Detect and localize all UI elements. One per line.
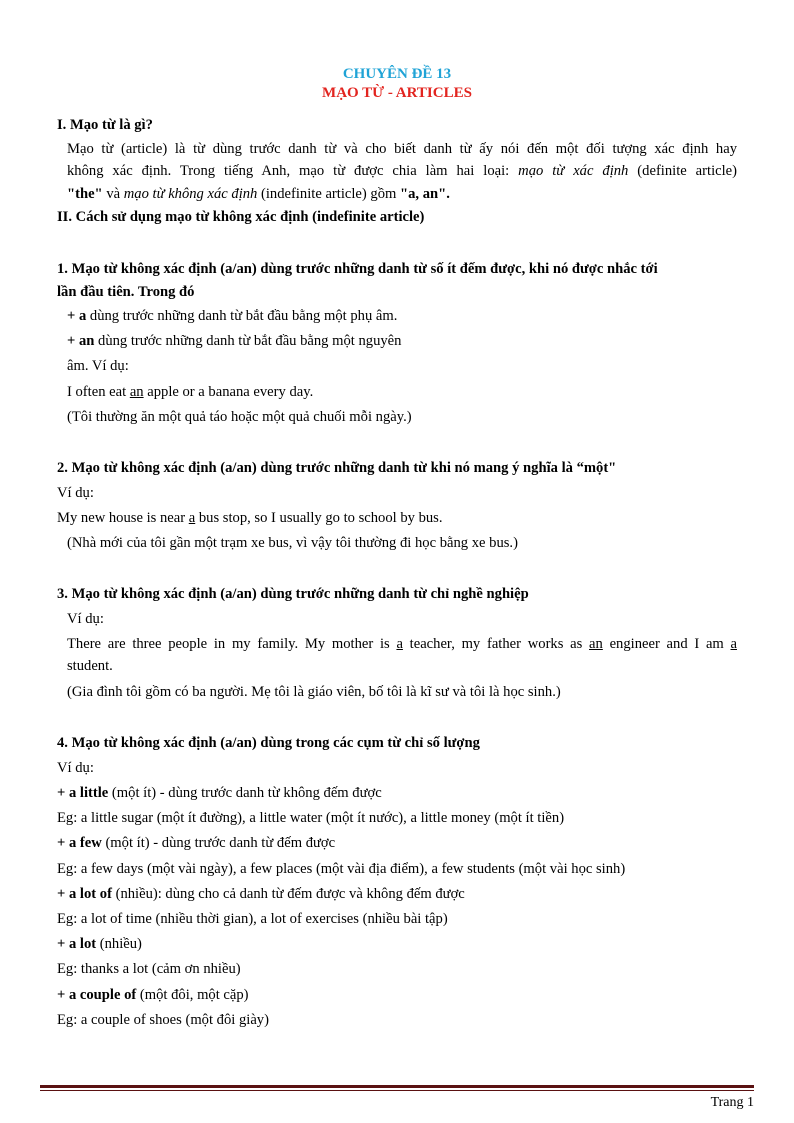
- translation-1: (Tôi thường ăn một quả táo hoặc một quả chuối mỗi ngày.): [67, 409, 412, 425]
- item-a-little: + a little (một ít) - dùng trước danh từ không đếm được: [57, 785, 382, 801]
- item-a-lot: + a lot (nhiều): [57, 936, 142, 952]
- point-1-heading: 1. Mạo từ không xác định (a/an) dùng trước những danh từ số ít đếm được, khi nó được nhắc tới: [57, 261, 658, 277]
- item-a-lot-of: + a lot of (nhiều): dùng cho cả danh từ đếm được và không đếm được: [57, 886, 465, 902]
- section-1-line-1: Mạo từ (article) là từ dùng trước danh từ và cho biết danh từ ấy nói đến một đối tượng xác định hay: [67, 141, 737, 157]
- point-4-heading: 4. Mạo từ không xác định (a/an) dùng trong các cụm từ chỉ số lượng: [57, 735, 480, 751]
- topic-heading: CHUYÊN ĐỀ 13: [342, 66, 452, 82]
- example-3: There are three people in my family. My mother is a teacher, my father works as an engineer and I am a: [67, 636, 737, 652]
- footer-rule-thin: [40, 1090, 754, 1091]
- section-2-heading: II. Cách sử dụng mạo từ không xác định (indefinite article): [57, 209, 425, 225]
- page-number: Trang 1: [710, 1095, 754, 1110]
- point-1-heading-cont: lần đầu tiên. Trong đó: [57, 284, 195, 300]
- point-3-vidu: Ví dụ:: [67, 611, 104, 627]
- example-a-few: Eg: a few days (một vài ngày), a few places (một vài địa điểm), a few students (một vài học sinh): [57, 861, 626, 877]
- item-a-few: + a few (một ít) - dùng trước danh từ đếm được: [57, 835, 336, 851]
- rule-an-cont: âm. Ví dụ:: [67, 358, 129, 374]
- example-a-lot: Eg: thanks a lot (cảm ơn nhiều): [57, 961, 241, 977]
- item-a-couple-of: + a couple of (một đôi, một cặp): [57, 987, 249, 1003]
- translation-3: (Gia đình tôi gồm có ba người. Mẹ tôi là giáo viên, bố tôi là kĩ sư và tôi là học sinh.): [67, 684, 561, 700]
- point-4-vidu: Ví dụ:: [57, 760, 94, 776]
- footer-rule-thick: [40, 1085, 754, 1088]
- example-2: My new house is near a bus stop, so I usually go to school by bus.: [57, 510, 443, 526]
- example-a-couple-of: Eg: a couple of shoes (một đôi giày): [57, 1012, 269, 1028]
- translation-2: (Nhà mới của tôi gần một trạm xe bus, vì vậy tôi thường đi học bằng xe bus.): [67, 535, 518, 551]
- document-title: MẠO TỪ - ARTICLES: [322, 85, 472, 101]
- example-3-cont: student.: [67, 658, 113, 674]
- rule-a: + a dùng trước những danh từ bắt đầu bằng một phụ âm.: [67, 308, 398, 324]
- section-1-line-2: không xác định. Trong tiếng Anh, mạo từ được chia làm hai loại: mạo từ xác định (definite article): [67, 163, 738, 179]
- rule-an: + an dùng trước những danh từ bắt đầu bằng một nguyên: [67, 333, 402, 349]
- point-2-vidu: Ví dụ:: [57, 485, 94, 501]
- example-1: I often eat an apple or a banana every day.: [67, 384, 314, 400]
- example-a-little: Eg: a little sugar (một ít đường), a little water (một ít nước), a little money (một ít tiền): [57, 810, 565, 826]
- section-1-heading: I. Mạo từ là gì?: [57, 117, 153, 133]
- section-1-line-3: "the" và mạo từ không xác định (indefinite article) gồm "a, an".: [67, 186, 450, 202]
- example-a-lot-of: Eg: a lot of time (nhiều thời gian), a lot of exercises (nhiều bài tập): [57, 911, 448, 927]
- point-2-heading: 2. Mạo từ không xác định (a/an) dùng trước những danh từ khi nó mang ý nghĩa là “một": [57, 460, 617, 476]
- point-3-heading: 3. Mạo từ không xác định (a/an) dùng trước những danh từ chỉ nghề nghiệp: [57, 586, 529, 602]
